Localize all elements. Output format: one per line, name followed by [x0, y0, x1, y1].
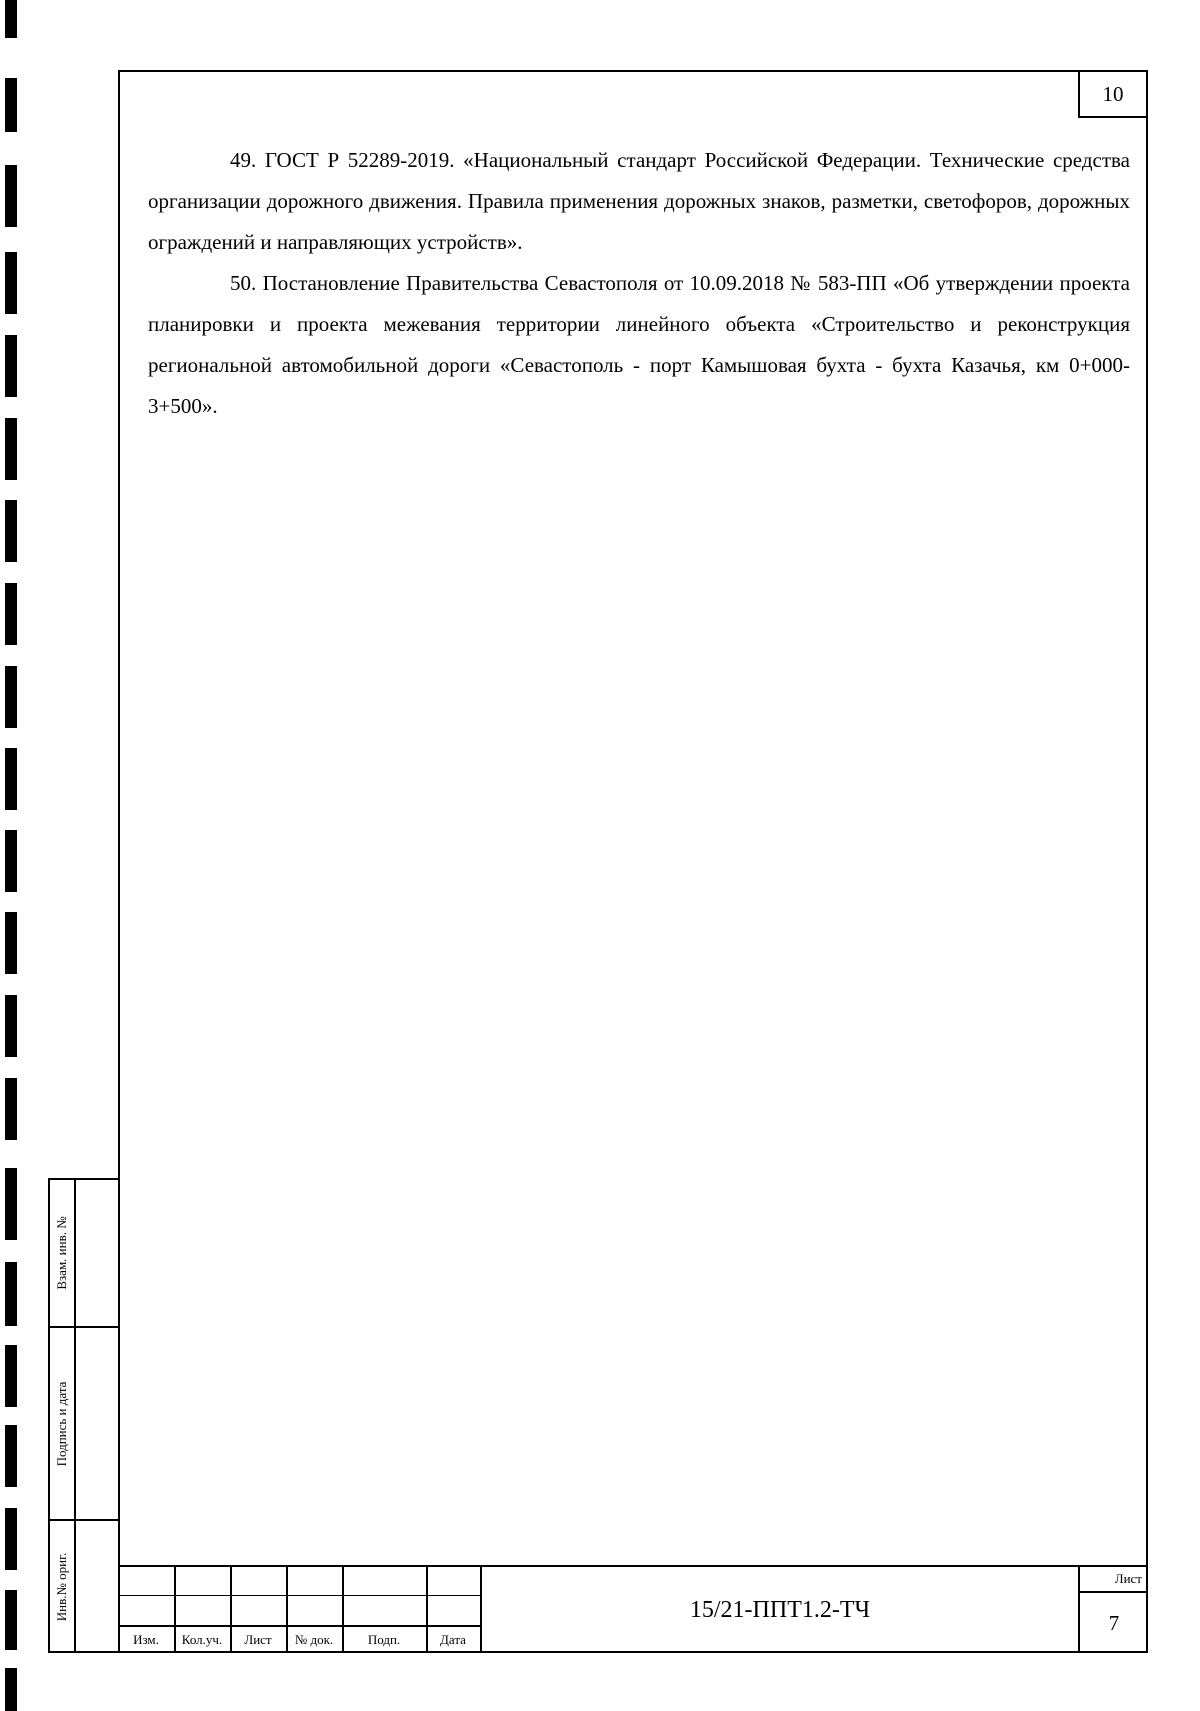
sheet-number: 7: [1108, 1610, 1120, 1635]
document-code: 15/21-ППТ1.2-ТЧ: [689, 1596, 871, 1623]
scan-mark: [5, 1345, 17, 1407]
document-body: [148, 140, 1130, 427]
page-number-top: 10: [1078, 70, 1148, 118]
col-header-date: Дата: [440, 1632, 466, 1647]
scan-mark: [5, 418, 17, 480]
side-label-replacement-inv: Взам. инв. №: [54, 1216, 69, 1290]
col-header-count: Кол.уч.: [181, 1632, 223, 1647]
scan-mark: [5, 78, 17, 132]
side-label-original-inv: Инв.№ ориг.: [54, 1552, 69, 1622]
scan-mark: [5, 165, 17, 227]
scan-mark: [5, 1262, 17, 1326]
scan-mark: [5, 500, 17, 562]
title-block: [118, 1565, 1148, 1653]
col-header-change: Изм.: [133, 1632, 159, 1647]
scan-mark: [5, 666, 17, 728]
scan-mark: [5, 1508, 17, 1570]
scan-mark: [5, 1425, 17, 1487]
scan-mark: [5, 830, 17, 892]
scan-mark: [5, 0, 17, 38]
side-cell-original-inv: [50, 1521, 118, 1653]
scan-mark: [5, 252, 17, 314]
sheet-cell: [1078, 1567, 1148, 1653]
scan-mark: [5, 583, 17, 645]
sheet-label: Лист: [1080, 1567, 1148, 1593]
scan-mark: [5, 912, 17, 974]
col-header-doc-no: № док.: [294, 1632, 334, 1647]
scan-mark: [5, 1590, 17, 1650]
scan-mark: [5, 995, 17, 1057]
side-cell-signature-date: [50, 1328, 118, 1521]
scan-mark: [5, 1078, 17, 1140]
side-stamp: [48, 1178, 118, 1653]
col-header-sheet: Лист: [244, 1632, 272, 1647]
scan-mark: [5, 335, 17, 397]
paragraph-50: 50. Постановление Правительства Севастополя от 10.09.2018 № 583-ПП «Об утверждении проекта планировки и проекта межевания территории линейного объекта «Строительство и реконструкция региональной автомобильной дороги «Севастополь - порт Камышовая бухта - бухта Казачья, км 0+000-3+500».: [148, 271, 1130, 418]
side-label-signature-date: Подпись и дата: [54, 1381, 69, 1466]
scan-mark: [5, 1168, 17, 1240]
side-cell-replacement-inv: [50, 1180, 118, 1328]
revision-table: [118, 1567, 480, 1653]
scan-mark: [5, 748, 17, 810]
col-header-signature: Подп.: [367, 1632, 401, 1647]
paragraph-49: 49. ГОСТ Р 52289-2019. «Национальный стандарт Российской Федерации. Технические средства организации дорожного движения. Правила применения дорожных знаков, разметки, светофоров, дорожных ограждений и направляющих устройств».: [148, 148, 1130, 254]
scan-mark: [5, 1668, 17, 1711]
